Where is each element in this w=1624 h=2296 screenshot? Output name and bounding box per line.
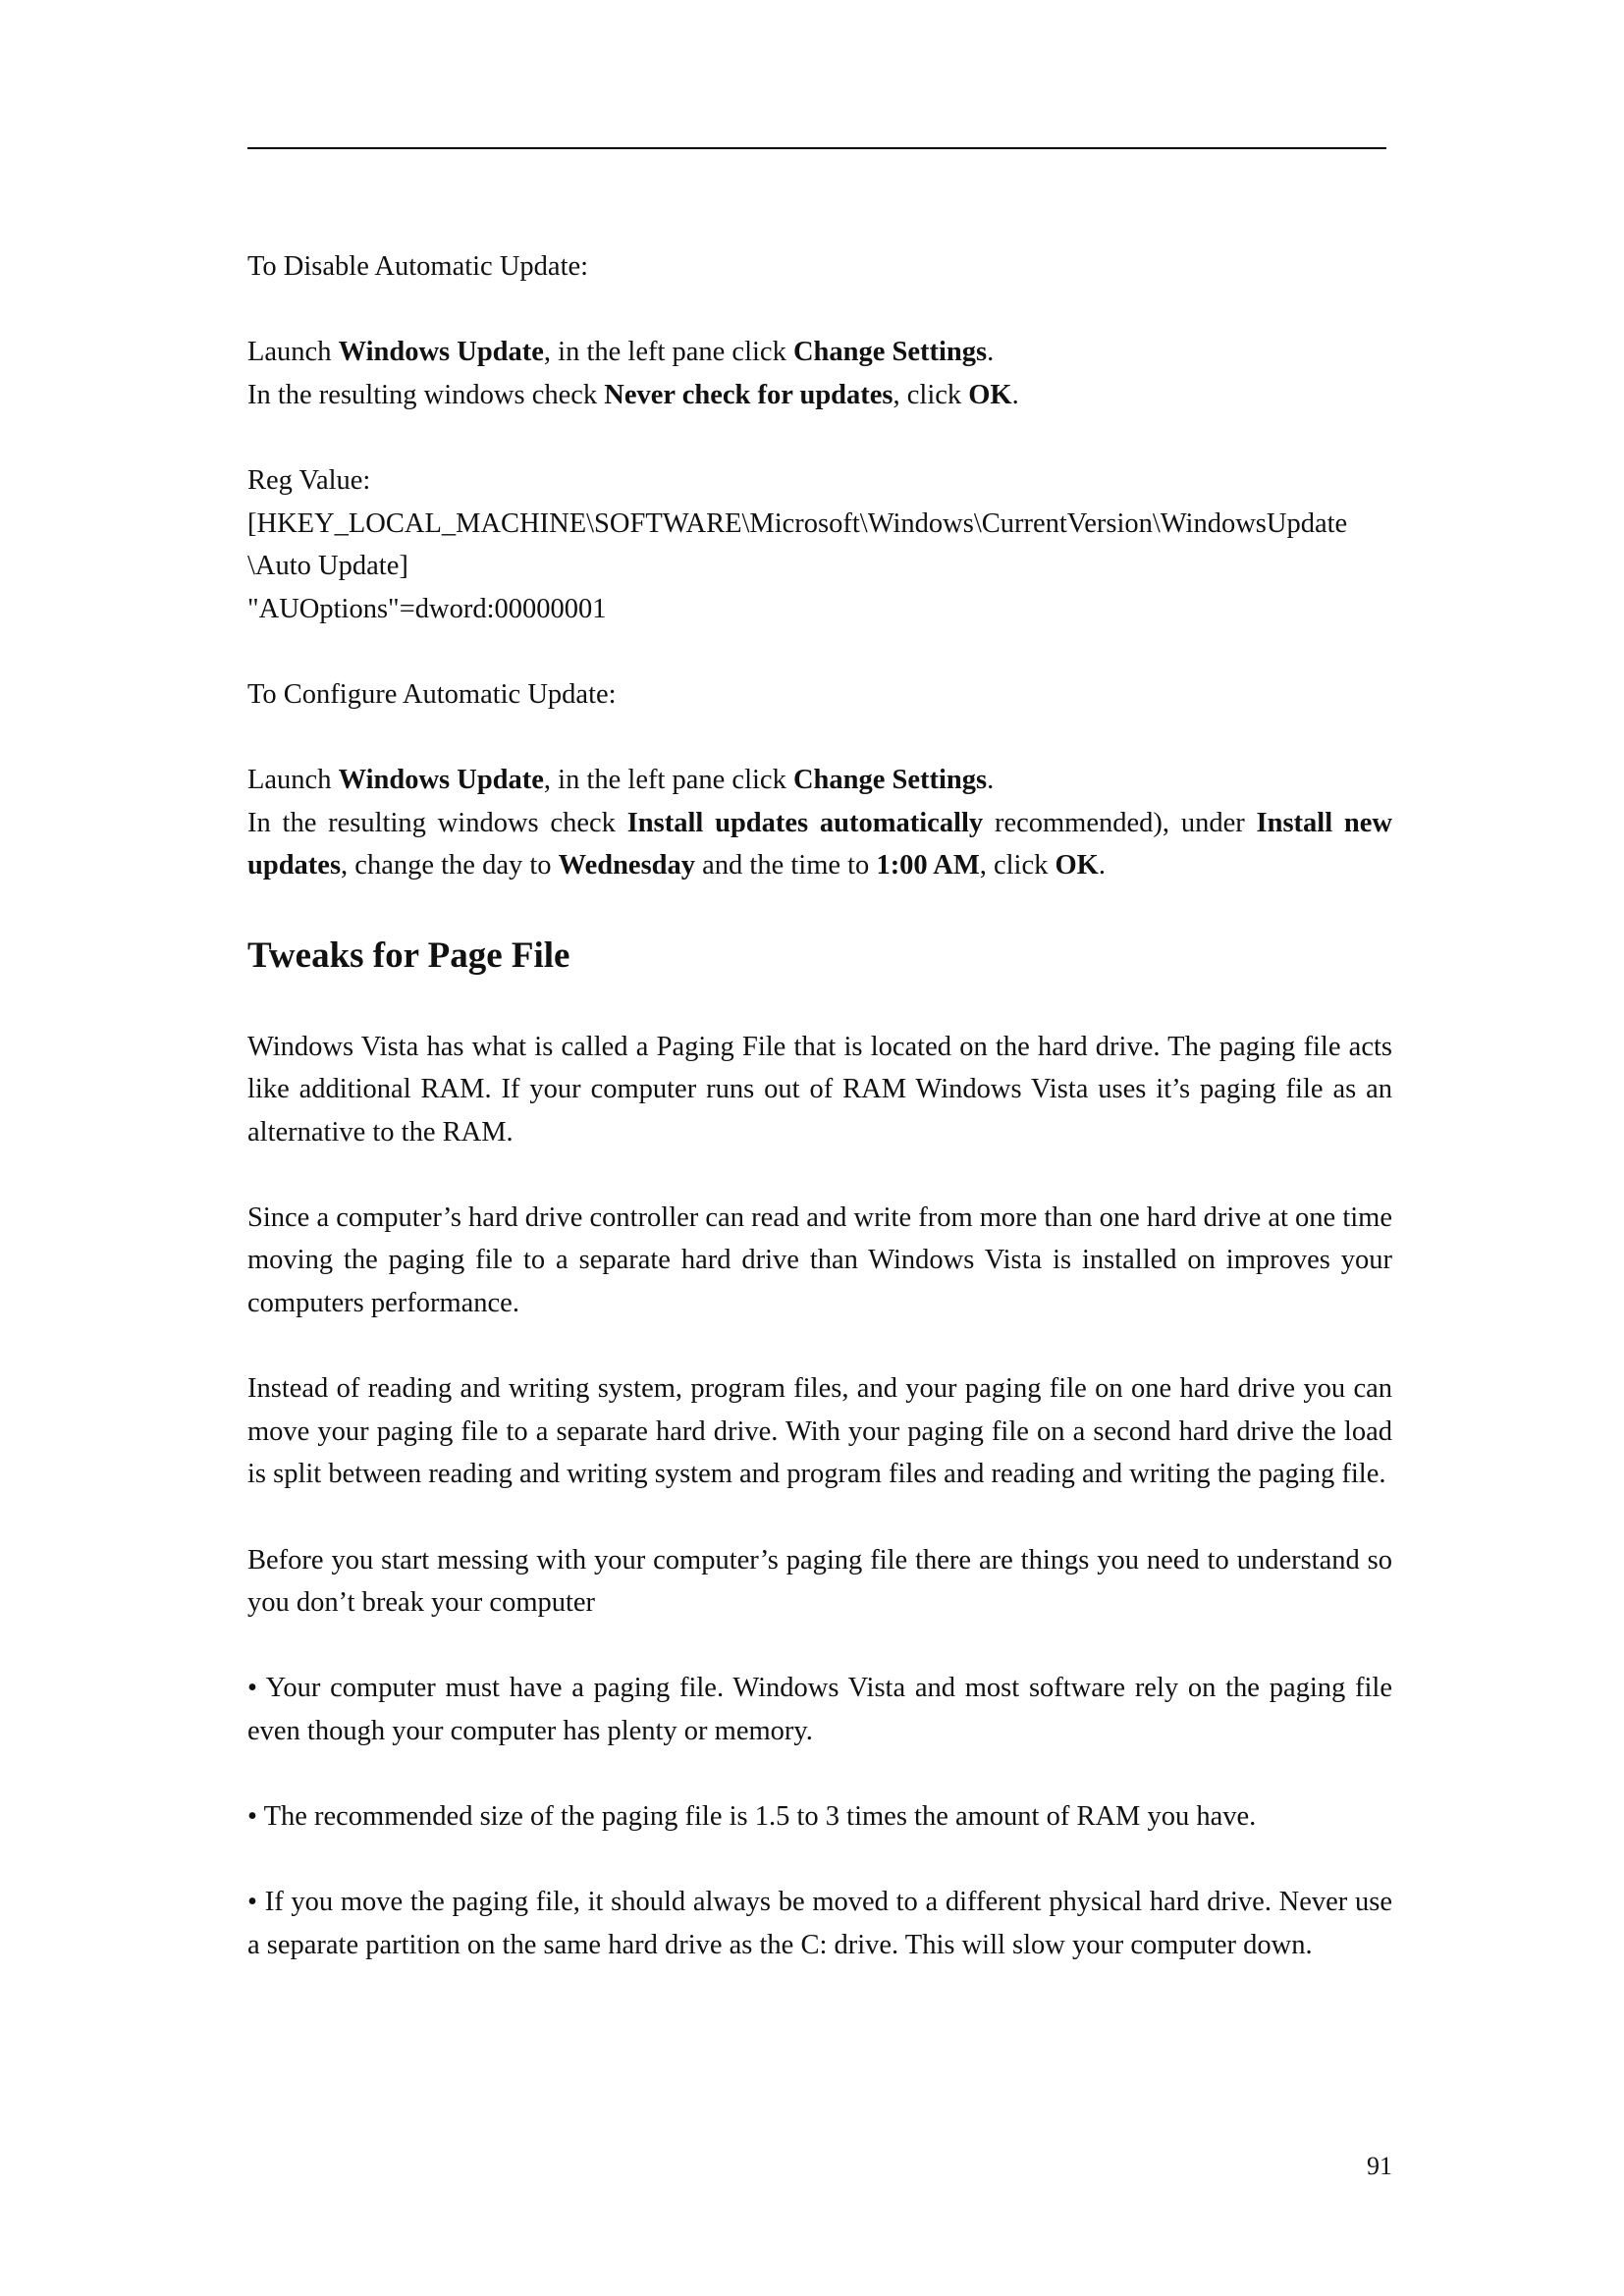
section-paragraph: Before you start messing with your computer’s paging file there are things you need to understand so you don’t break your computer — [247, 1544, 1392, 1619]
configure-step-2 — [247, 802, 1392, 887]
text-run: , in the left pane click — [543, 337, 793, 368]
text-run: In the resulting windows check — [247, 807, 627, 838]
page-body — [247, 245, 1392, 2009]
text-run: . — [1011, 379, 1019, 410]
bold-term-ok: OK — [968, 379, 1012, 410]
disable-step-1 — [247, 331, 1392, 374]
section-title: Tweaks for Page File — [247, 934, 570, 976]
text-run: , change the day to — [341, 850, 559, 881]
section-paragraph: Since a computer’s hard drive controller can read and write from more than one hard drive at one time moving the paging file to a separate hard drive than Windows Vista is installed on improves your computers performance. — [247, 1201, 1392, 1319]
text-run: In the resulting windows check — [247, 379, 605, 410]
text-run: , click — [979, 850, 1056, 881]
reg-key-line-2: \Auto Update] — [247, 551, 408, 582]
bold-term-time: 1:00 AM — [876, 850, 980, 881]
disable-heading: To Disable Automatic Update: — [247, 251, 589, 282]
page-number: 91 — [1367, 2152, 1392, 2180]
text-run: Launch — [247, 337, 339, 368]
disable-steps — [247, 331, 1392, 416]
text-run: , in the left pane click — [543, 765, 793, 796]
bold-term-change-settings: Change Settings — [792, 337, 988, 368]
bold-term-install-automatically: Install updates automatically — [626, 807, 984, 838]
bold-term-windows-update: Windows Update — [338, 765, 544, 796]
configure-heading: To Configure Automatic Update: — [247, 678, 617, 710]
bullet-item: • If you move the paging file, it should always be moved to a different physical hard drive. Never use a separate partition on the same hard drive as the C: drive. This will slow your computer down. — [247, 1887, 1392, 1960]
text-run: . — [987, 765, 995, 796]
text-run: Launch — [247, 765, 339, 796]
configure-step-1 — [247, 759, 1392, 802]
text-run: , click — [893, 379, 969, 410]
reg-label: Reg Value: — [247, 464, 371, 496]
section-paragraph: Instead of reading and writing system, program files, and your paging file on one hard drive you can move your paging file to a separate hard drive. With your paging file on a second hard drive the load is split between reading and writing system and program files and reading and writing the paging file. — [247, 1373, 1392, 1490]
reg-key-line-1: [HKEY_LOCAL_MACHINE\SOFTWARE\Microsoft\Windows\CurrentVersion\WindowsUpdate — [247, 507, 1348, 539]
bullet-item: • Your computer must have a paging file. Windows Vista and most software rely on the paging file even though your computer has plenty or memory. — [247, 1673, 1392, 1746]
text-run: . — [987, 337, 995, 368]
bullet-item: • The recommended size of the paging file is 1.5 to 3 times the amount of RAM you have. — [247, 1801, 1257, 1833]
disable-step-2 — [247, 374, 1392, 417]
bold-term-windows-update: Windows Update — [338, 337, 544, 368]
header-rule — [247, 147, 1386, 149]
section-paragraph: Windows Vista has what is called a Paging File that is located on the hard drive. The paging file acts like additional RAM. If your computer runs out of RAM Windows Vista uses it’s paging file as an alternative to the RAM. — [247, 1031, 1392, 1148]
bold-term-never-check: Never check for updates — [604, 379, 893, 410]
bold-term-install-new-updates: Install new updates — [247, 807, 1393, 881]
bold-term-wednesday: Wednesday — [558, 850, 696, 881]
text-run: recommended), under — [983, 807, 1257, 838]
registry-block — [247, 459, 1392, 630]
configure-steps — [247, 759, 1392, 887]
text-run: and the time to — [695, 850, 877, 881]
reg-value: "AUOptions"=dword:00000001 — [247, 593, 607, 624]
bold-term-change-settings: Change Settings — [792, 765, 988, 796]
text-run: . — [1098, 850, 1106, 881]
bold-term-ok: OK — [1055, 850, 1099, 881]
